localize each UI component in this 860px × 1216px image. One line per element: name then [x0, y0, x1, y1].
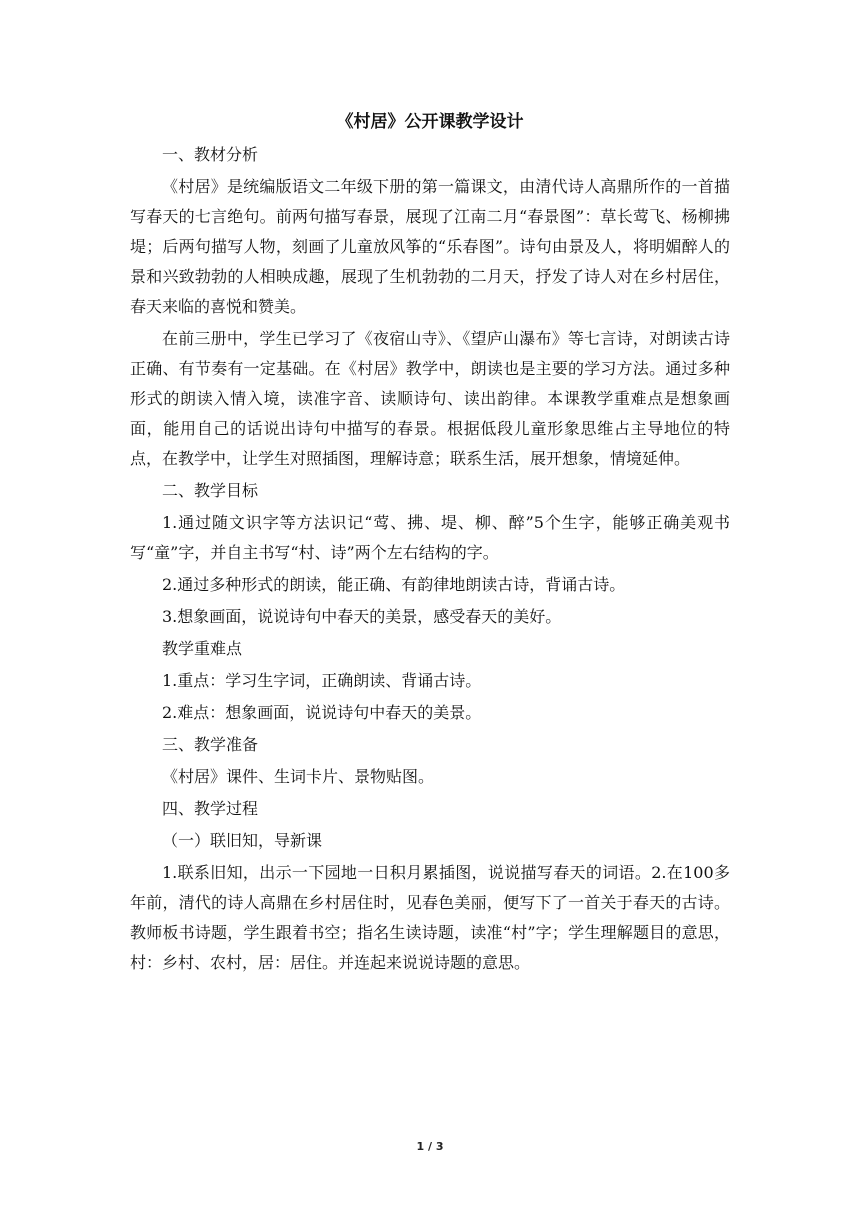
- paragraph: 《村居》课件、生词卡片、景物贴图。: [162, 767, 435, 786]
- paragraph: 1.通过随文识字等方法识记“莺、拂、堤、柳、醉”5个生字，能够正确美观书写“童”字，并自主书写“村、诗”两个左右结构的字。: [130, 513, 730, 562]
- section-heading: 二、教学目标: [162, 481, 259, 500]
- section-heading: 一、教材分析: [162, 145, 259, 164]
- subsection-heading: （一）联旧知，导新课: [162, 831, 323, 850]
- paragraph: 1.重点：学习生字词，正确朗读、背诵古诗。: [162, 671, 482, 690]
- document-body: [130, 108, 730, 978]
- paragraph: 1.联系旧知，出示一下园地一日积月累插图，说说描写春天的词语。2.在100多年前，清代的诗人高鼎在乡村居住时，见春色美丽，便写下了一首关于春天的古诗。教师板书诗题，学生跟着书空；指名生读诗题，读准“村”字；学生理解题目的意思，村：乡村、农村，居：居住。并连起来说说诗题的意思。: [130, 863, 730, 972]
- page-number: 1 / 3: [416, 1140, 444, 1153]
- paragraph: 3.想象画面，说说诗句中春天的美景，感受春天的美好。: [162, 607, 562, 626]
- document-title: 《村居》公开课教学设计: [336, 112, 524, 132]
- section-heading: 四、教学过程: [162, 799, 259, 818]
- section-heading: 三、教学准备: [162, 735, 259, 754]
- subsection-heading: 教学重难点: [162, 639, 243, 658]
- paragraph: 2.通过多种形式的朗读，能正确、有韵律地朗读古诗，背诵古诗。: [162, 575, 626, 594]
- paragraph: 《村居》是统编版语文二年级下册的第一篇课文，由清代诗人高鼎所作的一首描写春天的七言绝句。前两句描写春景，展现了江南二月“春景图”：草长莺飞、杨柳拂堤；后两句描写人物，刻画了儿童放风筝的“乐春图”。诗句由景及人，将明媚醉人的景和兴致勃勃的人相映成趣，展现了生机勃勃的二月天，抒发了诗人对在乡村居住，春天来临的喜悦和赞美。: [130, 177, 730, 316]
- paragraph: 在前三册中，学生已学习了《夜宿山寺》、《望庐山瀑布》等七言诗，对朗读古诗正确、有节奏有一定基础。在《村居》教学中，朗读也是主要的学习方法。通过多种形式的朗读入情入境，读准字音、读顺诗句、读出韵律。本课教学重难点是想象画面，能用自己的话说出诗句中描写的春景。根据低段儿童形象思维占主导地位的特点，在教学中，让学生对照插图，理解诗意；联系生活，展开想象，情境延伸。: [130, 329, 730, 468]
- paragraph: 2.难点：想象画面，说说诗句中春天的美景。: [162, 703, 482, 722]
